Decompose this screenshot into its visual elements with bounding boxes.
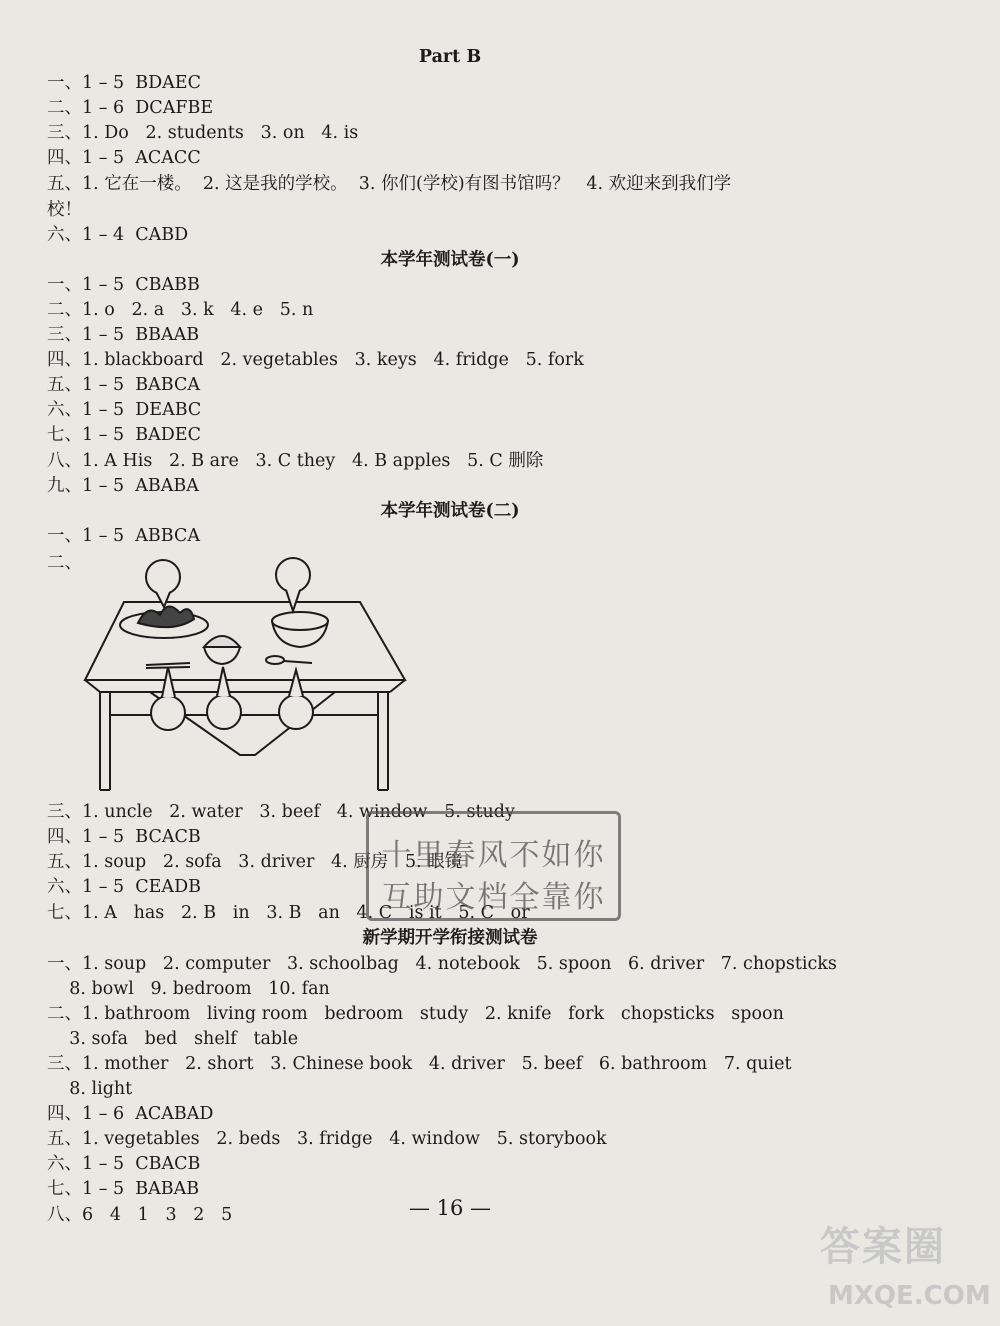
answer-line: 二、1. bathroom living room bedroom study 2. knife fork chopsticks spoon xyxy=(47,1004,784,1024)
answer-line: 五、1. 它在一楼。 2. 这是我的学校。 3. 你们(学校)有图书馆吗？ 4. 欢迎来到我们学 xyxy=(47,174,732,194)
section-title-test-one: 本学年测试卷(一) xyxy=(380,250,520,270)
answer-line: 四、1 – 6 ACABAD xyxy=(47,1104,214,1124)
site-watermark xyxy=(820,1215,990,1315)
overlay-stamp xyxy=(366,811,621,921)
answer-line: 三、1. uncle 2. water 3. beef 4. window 5. study xyxy=(47,802,515,822)
section-title-test-two: 本学年测试卷(二) xyxy=(380,501,520,521)
answer-line: 二、 xyxy=(47,553,82,573)
answer-line: 四、1 – 5 BCACB xyxy=(47,827,201,847)
stamp-line-1: 十里春风不如你 xyxy=(381,838,606,873)
answer-line: 8. bowl 9. bedroom 10. fan xyxy=(47,979,330,999)
answer-line: 三、1. mother 2. short 3. Chinese book 4. driver 5. beef 6. bathroom 7. quiet xyxy=(47,1054,792,1074)
answer-line: 八、6 4 1 3 2 5 xyxy=(47,1205,233,1225)
answer-line: 二、1 – 6 DCAFBE xyxy=(47,98,214,118)
answer-line: 一、1 – 5 CBABB xyxy=(47,275,200,295)
section-title-bridge-test: 新学期开学衔接测试卷 xyxy=(362,928,538,948)
answer-line: 七、1 – 5 BABAB xyxy=(47,1179,200,1199)
answer-line: 九、1 – 5 ABABA xyxy=(47,476,199,496)
answer-line: 8. light xyxy=(47,1079,133,1099)
answer-line: 六、1 – 5 CEADB xyxy=(47,877,201,897)
answer-line: 八、1. A His 2. B are 3. C they 4. B apples 5. C 删除 xyxy=(47,451,544,471)
answer-line: 四、1 – 5 ACACC xyxy=(47,148,201,168)
answer-line: 二、1. o 2. a 3. k 4. e 5. n xyxy=(47,300,314,320)
answer-line: 六、1 – 4 CABD xyxy=(47,225,189,245)
answer-line: 四、1. blackboard 2. vegetables 3. keys 4. fridge 5. fork xyxy=(47,350,584,370)
answer-line: 一、1 – 5 ABBCA xyxy=(47,526,200,546)
answer-line: 五、1 – 5 BABCA xyxy=(47,375,200,395)
answer-line: 六、1 – 5 CBACB xyxy=(47,1154,201,1174)
section-title-part-b: Part B xyxy=(418,47,482,67)
watermark-url: MXQE.COM xyxy=(828,1281,991,1311)
table-illustration xyxy=(80,555,410,815)
answer-line: 3. sofa bed shelf table xyxy=(47,1029,299,1049)
answer-line: 校！ xyxy=(47,200,82,220)
page-number: — 16 — xyxy=(408,1196,492,1220)
watermark-logo-text: 答案圈 xyxy=(820,1224,946,1270)
answer-line: 三、1 – 5 BBAAB xyxy=(47,325,200,345)
answer-line: 一、1 – 5 BDAEC xyxy=(47,73,201,93)
answer-line: 五、1. vegetables 2. beds 3. fridge 4. window 5. storybook xyxy=(47,1129,607,1149)
answer-line: 三、1. Do 2. students 3. on 4. is xyxy=(47,123,359,143)
answer-line: 七、1. A has 2. B in 3. B an 4. C is it 5. C or xyxy=(47,903,530,923)
answer-line: 六、1 – 5 DEABC xyxy=(47,400,202,420)
answer-line: 七、1 – 5 BADEC xyxy=(47,425,201,445)
answer-line: 五、1. soup 2. sofa 3. driver 4. 厨房 5. 眼镜 xyxy=(47,852,463,872)
answer-line: 一、1. soup 2. computer 3. schoolbag 4. notebook 5. spoon 6. driver 7. chopsticks xyxy=(47,954,837,974)
stamp-line-2: 互助文档全靠你 xyxy=(381,880,606,915)
